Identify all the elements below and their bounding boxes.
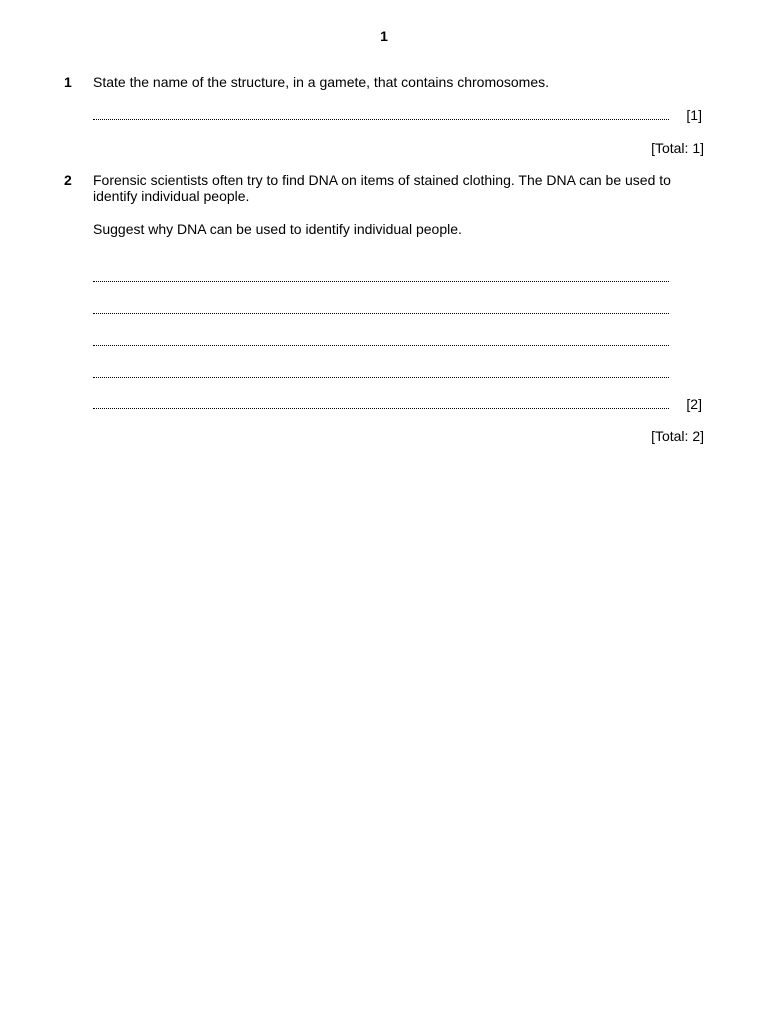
question-2-total: [Total: 2] <box>651 428 704 444</box>
question-1-answer-line[interactable] <box>93 119 669 120</box>
question-1-marks: [1] <box>686 107 702 123</box>
question-2-stem: Forensic scientists often try to find DNA on items of stained clothing. The DNA can be used to identify individual people. <box>93 172 671 204</box>
question-1-text: State the name of the structure, in a gamete, that contains chromosomes. <box>93 74 550 90</box>
question-1-number: 1 <box>64 74 72 90</box>
question-2-number: 2 <box>64 172 72 188</box>
question-2-answer-line[interactable] <box>93 345 669 346</box>
question-1-total: [Total: 1] <box>651 140 704 156</box>
question-2-answer-line[interactable] <box>93 313 669 314</box>
question-2-answer-line[interactable] <box>93 408 669 409</box>
question-2-marks: [2] <box>686 396 702 412</box>
question-2-answer-line[interactable] <box>93 281 669 282</box>
question-2-prompt: Suggest why DNA can be used to identify individual people. <box>93 221 462 237</box>
page-number: 1 <box>380 28 388 44</box>
question-2-answer-line[interactable] <box>93 377 669 378</box>
